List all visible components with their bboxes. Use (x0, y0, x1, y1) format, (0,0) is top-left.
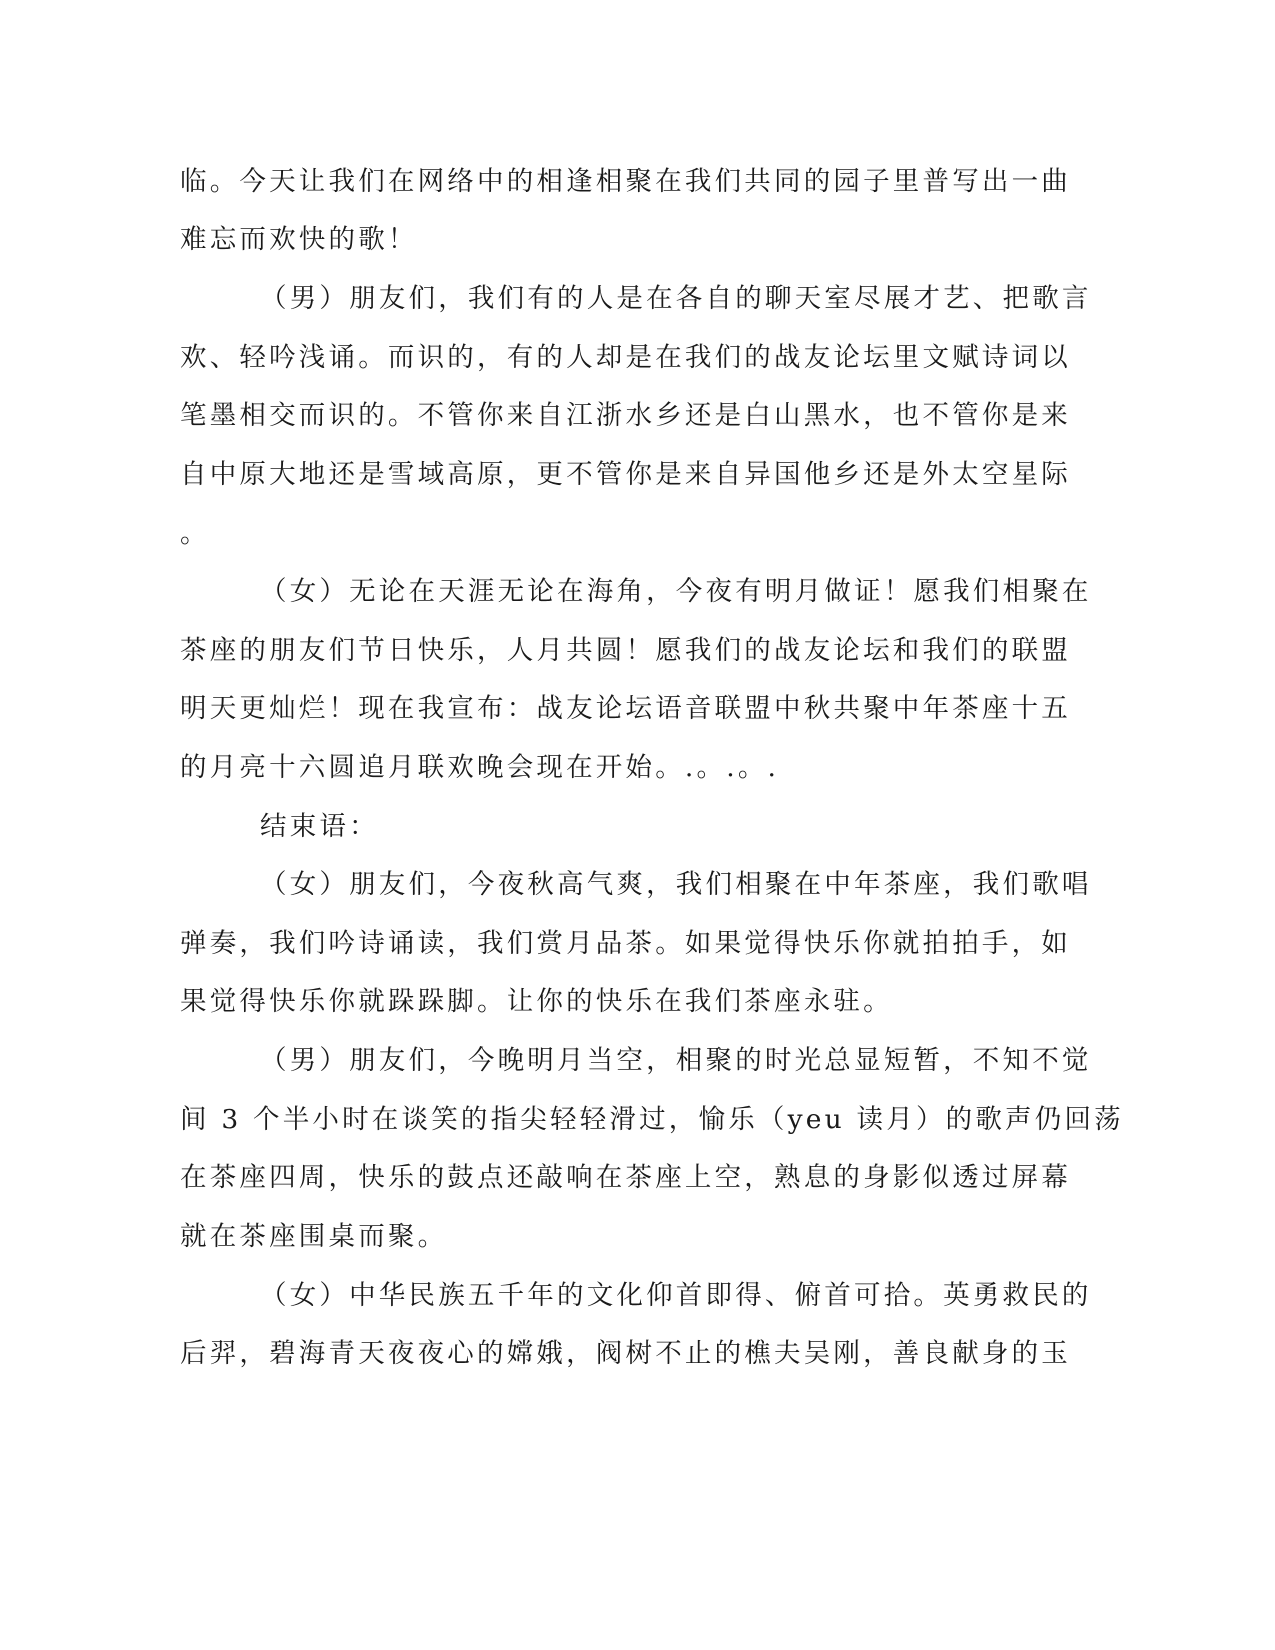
text-line: 难忘而欢快的歌！ (180, 224, 418, 255)
text-line: 在茶座四周，快乐的鼓点还敲响在茶座上空，熟息的身影似透过屏幕 (180, 1162, 1071, 1193)
text-line: 间 3 个半小时在谈笑的指尖轻轻滑过，愉乐（yeu 读月）的歌声仍回荡 (180, 1104, 1124, 1135)
text-line: 弹奏，我们吟诗诵读，我们赏月品茶。如果觉得快乐你就拍拍手，如 (180, 928, 1071, 959)
paragraph-start-line: （男）朋友们，今晚明月当空，相聚的时光总显短暂，不知不觉 (260, 1045, 1092, 1076)
text-line: 后羿，碧海青天夜夜心的嫦娥，阀树不止的樵夫吴刚，善良献身的玉 (180, 1338, 1071, 1369)
text-line: 自中原大地还是雪域高原，更不管你是来自异国他乡还是外太空星际 (180, 459, 1071, 490)
paragraph-start-line: （女）无论在天涯无论在海角，今夜有明月做证！愿我们相聚在 (260, 576, 1092, 607)
text-line: 明天更灿烂！现在我宣布：战友论坛语音联盟中秋共聚中年茶座十五 (180, 693, 1071, 724)
paragraph-start-line: （男）朋友们，我们有的人是在各自的聊天室尽展才艺、把歌言 (260, 283, 1092, 314)
text-line: 临。今天让我们在网络中的相逢相聚在我们共同的园子里普写出一曲 (180, 166, 1071, 197)
text-line: 的月亮十六圆追月联欢晚会现在开始。.。.。. (180, 752, 780, 783)
section-heading: 结束语： (260, 811, 379, 842)
paragraph-start-line: （女）朋友们，今夜秋高气爽，我们相聚在中年茶座，我们歌唱 (260, 869, 1092, 900)
text-line: 就在茶座围桌而聚。 (180, 1221, 448, 1252)
text-line: 茶座的朋友们节日快乐，人月共圆！愿我们的战友论坛和我们的联盟 (180, 635, 1071, 666)
paragraph-start-line: （女）中华民族五千年的文化仰首即得、俯首可拾。英勇救民的 (260, 1280, 1092, 1311)
text-line: 欢、轻吟浅诵。而识的，有的人却是在我们的战友论坛里文赋诗词以 (180, 342, 1071, 373)
text-line: 果觉得快乐你就跺跺脚。让你的快乐在我们茶座永驻。 (180, 986, 893, 1017)
text-line: 笔墨相交而识的。不管你来自江浙水乡还是白山黑水，也不管你是来 (180, 400, 1071, 431)
text-line: 。 (180, 518, 210, 549)
